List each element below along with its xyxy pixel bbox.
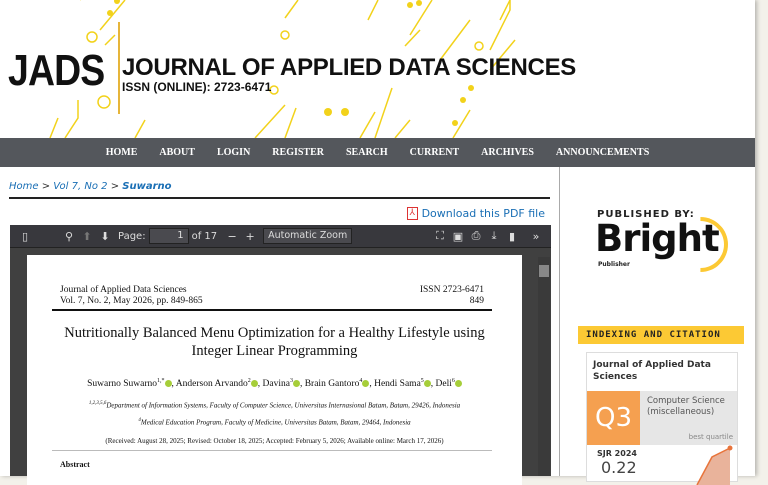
page-label: Page: — [118, 230, 146, 242]
author-name: Hendi Sama — [374, 379, 421, 390]
orcid-icon[interactable] — [251, 380, 258, 387]
author — [436, 379, 462, 389]
sjr-row — [587, 445, 737, 485]
logo-divider — [118, 22, 120, 114]
bookmark-icon[interactable]: ▮ — [508, 229, 516, 243]
presentation-mode-icon[interactable]: ⛶ — [436, 229, 444, 242]
orcid-icon[interactable] — [293, 380, 300, 387]
author: Hendi Sama$^5$ , — [374, 378, 436, 390]
affiliation — [27, 418, 522, 426]
site-header — [0, 0, 755, 138]
orcid-icon[interactable] — [362, 380, 369, 387]
author-name: Anderson Arvando — [175, 379, 248, 390]
scimago-journal: Journal of Applied Data Sciences — [593, 360, 711, 382]
author-sup: 5 — [420, 378, 424, 384]
orcid-icon[interactable] — [424, 380, 431, 387]
author-name: Deli — [435, 379, 452, 390]
paper-title — [27, 324, 522, 360]
page-count: of 17 — [191, 230, 218, 242]
tools-menu-icon[interactable]: » — [532, 229, 540, 243]
author: Anderson Arvando$^2$ , — [175, 378, 263, 390]
paper-title-line: Integer Linear Programming — [191, 343, 358, 359]
download-icon[interactable]: ⤓ — [491, 229, 497, 242]
scrollbar-thumb[interactable] — [539, 265, 549, 277]
author: Brain Gantoro$^4$ , — [304, 378, 375, 390]
author-name: Suwarno Suwarno — [87, 379, 158, 390]
running-header-right — [420, 285, 484, 307]
zoom-in-icon[interactable]: + — [245, 229, 255, 243]
sidebar — [561, 167, 755, 476]
doc-volume: Vol. 7, No. 2, May 2026, pp. 849-865 — [60, 296, 203, 306]
nav-register[interactable]: REGISTER — [272, 147, 324, 158]
orcid-icon[interactable] — [455, 380, 462, 387]
author-sup: 4 — [359, 378, 363, 384]
download-pdf-label: Download this PDF file — [421, 207, 545, 220]
download-pdf-link[interactable] — [407, 207, 545, 220]
publisher-logo-sub: Publisher — [598, 261, 630, 268]
affiliation-sup: 1,2,3,5,6 — [88, 401, 107, 406]
quartile-badge: Q3 — [587, 391, 640, 445]
author-name: Davina — [262, 379, 290, 390]
breadcrumb-separator: > — [41, 181, 51, 192]
divider — [9, 197, 550, 199]
journal-title: JOURNAL OF APPLIED DATA SCIENCES — [122, 54, 576, 81]
author-name: Brain Gantoro — [304, 379, 360, 390]
quartile-info — [640, 391, 737, 445]
breadcrumb — [9, 181, 172, 192]
zoom-out-icon[interactable]: − — [227, 229, 237, 243]
page-number-input[interactable]: 1 — [149, 228, 189, 244]
best-quartile-label: best quartile — [688, 433, 733, 441]
abstract-heading: Abstract — [60, 460, 90, 469]
sjr-value: 0.22 — [601, 458, 637, 477]
breadcrumb-separator: > — [110, 181, 120, 192]
article-dates: (Received: August 28, 2025; Revised: October 18, 2025; Accepted: February 5, 2026; Available online: March 17, 2026) — [105, 437, 444, 445]
section-rule — [52, 450, 492, 451]
main-nav — [0, 138, 755, 167]
paper-title-line: Nutritionally Balanced Menu Optimization for a Healthy Lifestyle using — [64, 325, 485, 341]
find-icon[interactable]: ⚲ — [64, 229, 74, 243]
affiliation-text: Medical Education Program, Faculty of Medicine, Universitas Batam, Batam, 29464, Indonesia — [140, 418, 411, 427]
author-sup: 6 — [451, 378, 455, 384]
affiliation — [27, 401, 522, 409]
previous-page-icon[interactable]: ⬆ — [82, 229, 92, 243]
doc-journal: Journal of Applied Data Sciences — [60, 285, 187, 295]
author-list — [27, 378, 522, 389]
main-content — [0, 167, 560, 476]
nav-archives[interactable]: ARCHIVES — [481, 147, 534, 158]
pdf-toolbar — [10, 225, 551, 248]
author-sup: 2 — [247, 378, 251, 384]
nav-search[interactable]: SEARCH — [345, 147, 388, 158]
author-sup: 3 — [289, 378, 293, 384]
affiliation-sup: 4 — [138, 418, 141, 423]
header-rule — [52, 309, 492, 311]
nav-home[interactable]: HOME — [105, 147, 138, 158]
breadcrumb-home[interactable]: Home — [9, 181, 39, 192]
nav-current[interactable]: CURRENT — [409, 147, 460, 158]
journal-issn: ISSN (ONLINE): 2723-6471 — [122, 80, 272, 94]
nav-about[interactable]: ABOUT — [159, 147, 195, 158]
pdf-scrollbar[interactable] — [538, 257, 550, 476]
scimago-widget[interactable] — [586, 352, 738, 482]
orcid-icon[interactable] — [165, 380, 172, 387]
quartile-category: Computer Science (miscellaneous) — [647, 396, 725, 417]
quartile-row — [587, 391, 737, 445]
breadcrumb-current[interactable]: Suwarno — [122, 181, 172, 192]
print-icon[interactable]: ⎙ — [471, 229, 481, 242]
publisher-logo[interactable]: Bright — [595, 217, 719, 260]
published-by-label: PUBLISHED BY: — [597, 209, 695, 220]
sjr-sparkline — [692, 445, 737, 485]
indexing-heading: INDEXING AND CITATION — [578, 326, 744, 344]
breadcrumb-issue[interactable]: Vol 7, No 2 — [53, 181, 108, 192]
affiliation-text: Department of Information Systems, Faculty of Computer Science, Universitas Internasional Batam, Batam, 29426, Indonesia — [106, 401, 461, 410]
pdf-icon: ⅄ — [407, 207, 418, 220]
journal-logo: JADS — [8, 46, 105, 95]
doc-issn: ISSN 2723-6471 — [419, 285, 484, 295]
next-page-icon[interactable]: ⬇ — [100, 229, 110, 243]
sjr-label: SJR 2024 — [597, 449, 637, 458]
nav-login[interactable]: LOGIN — [216, 147, 251, 158]
author: Davina$^3$ , — [262, 378, 305, 390]
running-header-left — [60, 285, 203, 307]
open-file-icon[interactable]: ▣ — [452, 229, 464, 243]
sidebar-toggle-icon[interactable]: ▯ — [21, 229, 29, 243]
nav-announcements[interactable]: ANNOUNCEMENTS — [555, 147, 650, 158]
zoom-select[interactable]: Automatic Zoom — [263, 228, 352, 244]
author: Suwarno Suwarno$^{1,*}$ , — [87, 378, 176, 390]
pdf-viewer — [10, 225, 551, 476]
pdf-page — [27, 255, 522, 485]
author-sup: 1,* — [157, 378, 165, 384]
doc-page: 849 — [469, 296, 484, 306]
